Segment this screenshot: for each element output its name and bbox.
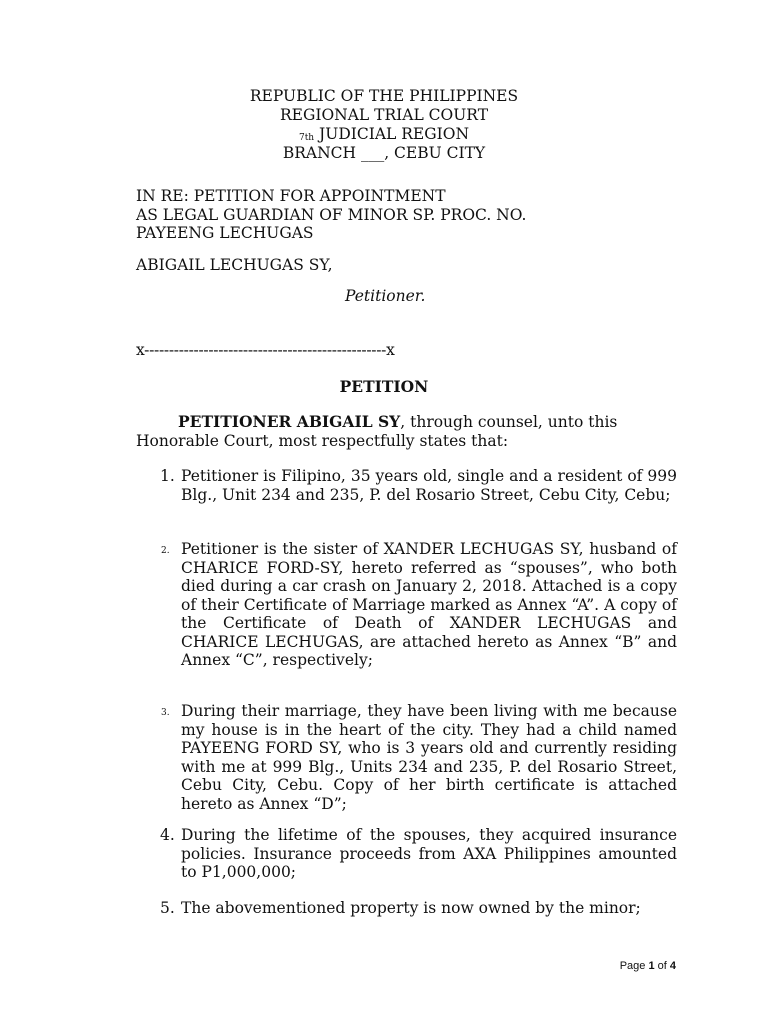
document-title: PETITION [339,377,429,396]
page-middle: of [654,960,670,972]
intro-bold: PETITIONER ABIGAIL SY [178,412,401,431]
list-item [161,540,677,670]
intro-rest: , through counsel, unto this [400,413,618,431]
intro-line-2: Honorable Court, most respectfully states that: [136,432,509,450]
item-text: Petitioner is Filipino, 35 years old, single and a resident of 999 Blg., Unit 234 and 235, P. del Rosario Street, Cebu City, Cebu; [181,467,677,504]
page-prefix: Page [619,960,649,972]
page-total: 4 [669,960,676,972]
header-court: REGIONAL TRIAL COURT [279,106,489,124]
court-header [0,87,768,163]
item-number: 5. [160,899,175,917]
item-text: Petitioner is the sister of XANDER LECHUGAS SY, husband of CHARICE FORD-SY, hereto referred as “spouses”, who both died during a car crash on January 2, 2018. Attached is a copy of their Certificate of Marriage marked as Annex “A”. A copy of the Certificate of Death of XANDER LECHUGAS and CHARICE LECHUGAS, are attached hereto as Annex “B” and Annex “C”, respectively; [181,540,677,669]
list-item [160,899,677,918]
list-item [160,467,677,504]
intro-paragraph [136,412,656,451]
region-text: JUDICIAL REGION [314,125,470,143]
list-item [160,826,677,882]
item-number: 1. [160,467,175,485]
list-item [161,702,677,813]
page-number [620,960,676,972]
intro-line-1 [136,412,656,432]
header-branch: BRANCH ___, CEBU CITY [282,144,486,162]
petitioner-name: ABIGAIL LECHUGAS SY, [136,256,333,274]
caption-divider: x-------------------------------------------------x [136,341,395,359]
page-current: 1 [648,960,655,972]
petitioner-role: Petitioner. [345,287,426,305]
item-text: During the lifetime of the spouses, they acquired insurance policies. Insurance proceeds from AXA Philippines amounted to P1,000,000; [181,826,677,881]
caption-line-1: IN RE: PETITION FOR APPOINTMENT [136,187,446,205]
caption-line-3: PAYEENG LECHUGAS [136,224,314,242]
header-republic: REPUBLIC OF THE PHILIPPINES [249,87,519,105]
item-number: 3. [161,708,170,718]
item-text: During their marriage, they have been living with me because my house is in the heart of the city. They had a child named PAYEENG FORD SY, who is 3 years old and currently residing with me at 999 Blg., Units 234 and 235, P. del Rosario Street, Cebu City, Cebu. Copy of her birth certificate is attached hereto as Annex “D”; [181,702,677,813]
caption-line-2: AS LEGAL GUARDIAN OF MINOR SP. PROC. NO. [136,205,527,224]
case-caption [136,187,526,243]
item-number: 2. [161,546,170,556]
item-text: The abovementioned property is now owned by the minor; [181,899,641,917]
region-ordinal: 7th [298,133,315,143]
header-region [0,125,768,144]
item-number: 4. [160,826,175,844]
